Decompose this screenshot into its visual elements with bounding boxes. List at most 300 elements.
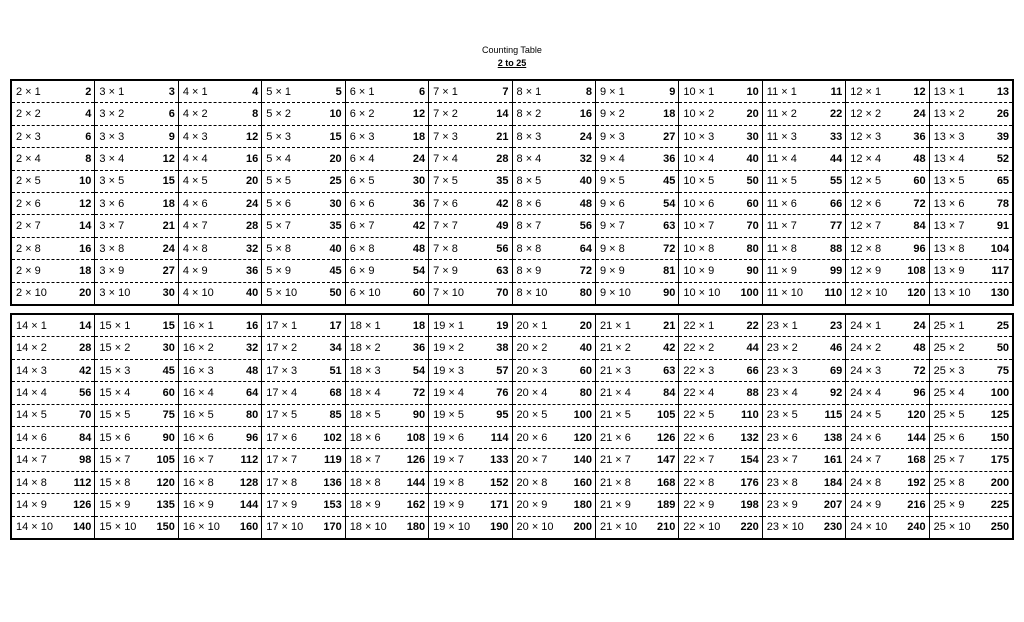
- cell-result: 12: [79, 197, 92, 210]
- cell-expression: 2 × 1: [16, 85, 41, 98]
- cell-expression: 25 × 5: [933, 409, 965, 422]
- cell-result: 200: [990, 476, 1010, 489]
- cell-expression: 17 × 5: [266, 409, 298, 422]
- table-cell: [596, 471, 678, 493]
- cell-result: 22: [746, 319, 759, 332]
- cell-result: 95: [496, 409, 509, 422]
- cell-result: 154: [740, 454, 759, 467]
- cell-expression: 2 × 10: [16, 287, 47, 300]
- cell-result: 136: [323, 476, 342, 489]
- table-cell: [12, 192, 94, 214]
- table-cell: [596, 170, 678, 192]
- table-cell: [346, 259, 428, 281]
- cell-expression: 3 × 10: [99, 287, 131, 300]
- table-cell: [930, 102, 1012, 124]
- cell-result: 22: [829, 108, 843, 121]
- cell-expression: 14 × 1: [16, 319, 47, 332]
- table-column-4: [178, 81, 261, 304]
- table-cell: [596, 381, 678, 403]
- cell-expression: 6 × 6: [349, 197, 375, 210]
- cell-result: 5: [335, 85, 342, 98]
- cell-result: 19: [496, 319, 509, 332]
- table-cell: [95, 102, 177, 124]
- cell-expression: 24 × 5: [850, 409, 882, 422]
- cell-expression: 23 × 5: [766, 409, 798, 422]
- cell-result: 24: [579, 130, 592, 143]
- cell-expression: 19 × 4: [433, 386, 464, 399]
- cell-expression: 20 × 2: [516, 342, 548, 355]
- table-cell: [596, 315, 678, 336]
- table-cell: [95, 125, 177, 147]
- cell-result: 25: [329, 175, 342, 188]
- cell-expression: 14 × 9: [16, 498, 47, 511]
- table-column-5: [261, 81, 344, 304]
- table-cell: [12, 315, 94, 336]
- table-cell: [95, 282, 177, 304]
- table-cell: [846, 102, 928, 124]
- cell-expression: 10 × 10: [683, 287, 721, 300]
- table-cell: [513, 448, 595, 470]
- table-cell: [679, 102, 761, 124]
- cell-expression: 6 × 7: [349, 220, 375, 233]
- cell-expression: 21 × 1: [599, 319, 631, 332]
- cell-result: 114: [490, 431, 509, 444]
- cell-expression: 5 × 9: [266, 264, 292, 277]
- cell-expression: 11 × 10: [766, 287, 803, 300]
- cell-expression: 4 × 10: [182, 287, 214, 300]
- table-cell: [930, 214, 1012, 236]
- cell-expression: 21 × 10: [599, 521, 637, 534]
- table-cell: [346, 336, 428, 358]
- cell-expression: 8 × 7: [516, 220, 542, 233]
- table-cell: [596, 81, 678, 102]
- cell-result: 46: [829, 342, 843, 355]
- cell-expression: 9 × 7: [599, 220, 625, 233]
- table-cell: [95, 259, 177, 281]
- cell-result: 119: [323, 454, 342, 467]
- table-cell: [930, 471, 1012, 493]
- table-cell: [763, 426, 845, 448]
- table-cell: [346, 426, 428, 448]
- cell-expression: 12 × 1: [850, 85, 882, 98]
- table-cell: [846, 315, 928, 336]
- cell-expression: 14 × 10: [16, 521, 54, 534]
- cell-result: 45: [329, 264, 342, 277]
- cell-result: 21: [496, 130, 509, 143]
- cell-result: 16: [246, 152, 259, 165]
- cell-result: 60: [913, 175, 926, 188]
- cell-expression: 12 × 5: [850, 175, 882, 188]
- table-cell: [179, 282, 261, 304]
- table-cell: [596, 516, 678, 538]
- cell-expression: 22 × 6: [683, 431, 715, 444]
- cell-expression: 21 × 5: [599, 409, 631, 422]
- cell-expression: 3 × 9: [99, 264, 125, 277]
- cell-result: 80: [579, 386, 592, 399]
- cell-expression: 24 × 4: [850, 386, 882, 399]
- table-cell: [930, 237, 1012, 259]
- cell-expression: 5 × 10: [266, 287, 298, 300]
- cell-expression: 17 × 8: [266, 476, 298, 489]
- cell-result: 84: [663, 386, 676, 399]
- cell-expression: 24 × 9: [850, 498, 882, 511]
- table-cell: [763, 214, 845, 236]
- cell-expression: 18 × 2: [349, 342, 381, 355]
- cell-expression: 16 × 9: [182, 498, 214, 511]
- cell-result: 96: [913, 386, 926, 399]
- cell-expression: 4 × 4: [182, 152, 208, 165]
- cell-expression: 13 × 9: [933, 264, 965, 277]
- cell-result: 90: [412, 409, 426, 422]
- table-cell: [513, 359, 595, 381]
- cell-expression: 18 × 9: [349, 498, 381, 511]
- table-column-25: [929, 315, 1012, 538]
- cell-result: 161: [823, 454, 843, 467]
- table-cell: [95, 404, 177, 426]
- table-cell: [846, 170, 928, 192]
- table-cell: [179, 315, 261, 336]
- cell-result: 50: [996, 342, 1010, 355]
- cell-result: 60: [412, 287, 426, 300]
- cell-expression: 16 × 8: [182, 476, 214, 489]
- cell-result: 15: [162, 319, 175, 332]
- cell-result: 6: [85, 130, 92, 143]
- cell-expression: 9 × 4: [599, 152, 625, 165]
- table-cell: [930, 282, 1012, 304]
- cell-result: 200: [573, 521, 592, 534]
- cell-expression: 22 × 9: [683, 498, 715, 511]
- cell-expression: 2 × 9: [16, 264, 41, 277]
- cell-result: 60: [579, 364, 592, 377]
- cell-result: 85: [329, 409, 342, 422]
- cell-result: 66: [746, 364, 759, 377]
- cell-expression: 2 × 4: [16, 152, 41, 165]
- table-cell: [930, 426, 1012, 448]
- cell-expression: 20 × 4: [516, 386, 548, 399]
- table-cell: [262, 147, 344, 169]
- cell-result: 51: [329, 364, 342, 377]
- cell-result: 30: [329, 197, 342, 210]
- cell-expression: 22 × 5: [683, 409, 715, 422]
- cell-expression: 10 × 5: [683, 175, 715, 188]
- cell-result: 56: [79, 386, 92, 399]
- cell-result: 14: [79, 220, 92, 233]
- cell-expression: 7 × 2: [433, 108, 458, 121]
- cell-expression: 4 × 1: [182, 85, 208, 98]
- table-cell: [596, 102, 678, 124]
- cell-result: 180: [406, 521, 426, 534]
- table-cell: [12, 516, 94, 538]
- table-cell: [679, 448, 761, 470]
- table-cell: [513, 170, 595, 192]
- cell-result: 48: [246, 364, 259, 377]
- cell-expression: 2 × 5: [16, 175, 41, 188]
- cell-expression: 25 × 1: [933, 319, 965, 332]
- cell-result: 135: [156, 498, 175, 511]
- cell-result: 24: [913, 108, 926, 121]
- table-cell: [763, 282, 845, 304]
- cell-result: 120: [907, 409, 926, 422]
- cell-expression: 5 × 7: [266, 220, 292, 233]
- table-cell: [346, 404, 428, 426]
- cell-expression: 9 × 8: [599, 242, 625, 255]
- cell-expression: 6 × 8: [349, 242, 375, 255]
- table-cell: [262, 125, 344, 147]
- cell-result: 18: [663, 108, 676, 121]
- table-cell: [930, 404, 1012, 426]
- table-cell: [763, 315, 845, 336]
- table-column-23: [762, 315, 845, 538]
- cell-expression: 22 × 3: [683, 364, 715, 377]
- cell-result: 28: [246, 220, 259, 233]
- cell-result: 100: [740, 287, 759, 300]
- cell-expression: 16 × 10: [182, 521, 220, 534]
- table-cell: [679, 516, 761, 538]
- cell-expression: 9 × 9: [599, 264, 625, 277]
- table-cell: [12, 471, 94, 493]
- cell-result: 12: [246, 130, 259, 143]
- cell-expression: 16 × 3: [182, 364, 214, 377]
- cell-result: 40: [579, 175, 592, 188]
- cell-result: 171: [490, 498, 509, 511]
- cell-result: 120: [573, 431, 592, 444]
- cell-expression: 9 × 6: [599, 197, 625, 210]
- cell-expression: 3 × 3: [99, 130, 125, 143]
- cell-expression: 17 × 4: [266, 386, 298, 399]
- cell-result: 192: [907, 476, 926, 489]
- cell-result: 24: [162, 242, 175, 255]
- table-column-7: [428, 81, 511, 304]
- cell-expression: 24 × 10: [850, 521, 888, 534]
- cell-expression: 22 × 8: [683, 476, 715, 489]
- cell-expression: 19 × 1: [433, 319, 464, 332]
- cell-expression: 2 × 7: [16, 220, 41, 233]
- table-cell: [513, 471, 595, 493]
- cell-result: 84: [913, 220, 926, 233]
- cell-result: 21: [162, 220, 175, 233]
- table-cell: [679, 426, 761, 448]
- table-cell: [763, 359, 845, 381]
- table-column-9: [595, 81, 678, 304]
- table-cell: [763, 471, 845, 493]
- cell-result: 90: [162, 431, 175, 444]
- cell-result: 32: [579, 152, 592, 165]
- cell-expression: 25 × 6: [933, 431, 965, 444]
- table-cell: [679, 493, 761, 515]
- cell-expression: 4 × 6: [182, 197, 208, 210]
- table-cell: [846, 471, 928, 493]
- table-cell: [679, 192, 761, 214]
- cell-result: 36: [412, 197, 426, 210]
- cell-expression: 8 × 4: [516, 152, 542, 165]
- cell-result: 40: [246, 287, 259, 300]
- cell-result: 21: [663, 319, 676, 332]
- table-cell: [679, 214, 761, 236]
- cell-result: 48: [579, 197, 592, 210]
- cell-result: 12: [162, 152, 175, 165]
- cell-expression: 20 × 5: [516, 409, 548, 422]
- cell-expression: 4 × 5: [182, 175, 208, 188]
- table-column-22: [678, 315, 761, 538]
- table-cell: [596, 336, 678, 358]
- cell-expression: 16 × 4: [182, 386, 214, 399]
- table-cell: [179, 381, 261, 403]
- table-cell: [262, 516, 344, 538]
- cell-expression: 12 × 7: [850, 220, 882, 233]
- table-cell: [95, 516, 177, 538]
- table-cell: [346, 147, 428, 169]
- cell-expression: 12 × 6: [850, 197, 882, 210]
- cell-result: 63: [496, 264, 509, 277]
- cell-expression: 3 × 5: [99, 175, 125, 188]
- cell-result: 210: [657, 521, 676, 534]
- table-cell: [12, 170, 94, 192]
- table-cell: [179, 237, 261, 259]
- table-column-10: [678, 81, 761, 304]
- table-cell: [513, 102, 595, 124]
- cell-result: 4: [252, 85, 259, 98]
- table-cell: [596, 282, 678, 304]
- cell-expression: 2 × 3: [16, 130, 41, 143]
- cell-result: 26: [996, 108, 1010, 121]
- table-cell: [179, 102, 261, 124]
- table-cell: [346, 214, 428, 236]
- cell-result: 88: [746, 386, 759, 399]
- cell-expression: 19 × 7: [433, 454, 464, 467]
- table-cell: [12, 125, 94, 147]
- cell-result: 15: [162, 175, 175, 188]
- cell-expression: 6 × 4: [349, 152, 375, 165]
- cell-expression: 25 × 7: [933, 454, 965, 467]
- cell-expression: 25 × 4: [933, 386, 965, 399]
- cell-result: 126: [73, 498, 92, 511]
- cell-result: 120: [907, 287, 926, 300]
- cell-result: 23: [829, 319, 843, 332]
- cell-expression: 14 × 3: [16, 364, 47, 377]
- cell-result: 168: [657, 476, 676, 489]
- table-cell: [763, 259, 845, 281]
- table-cell: [679, 381, 761, 403]
- cell-expression: 7 × 9: [433, 264, 458, 277]
- table-cell: [429, 147, 511, 169]
- cell-result: 184: [823, 476, 843, 489]
- table-cell: [930, 125, 1012, 147]
- cell-expression: 5 × 6: [266, 197, 292, 210]
- table-cell: [846, 404, 928, 426]
- cell-result: 16: [246, 319, 259, 332]
- cell-result: 8: [85, 152, 92, 165]
- cell-expression: 7 × 6: [433, 197, 458, 210]
- cell-expression: 9 × 10: [599, 287, 631, 300]
- cell-expression: 8 × 9: [516, 264, 542, 277]
- cell-expression: 8 × 3: [516, 130, 542, 143]
- table-cell: [930, 170, 1012, 192]
- table-cell: [763, 192, 845, 214]
- table-cell: [429, 404, 511, 426]
- table-cell: [679, 81, 761, 102]
- cell-result: 112: [73, 476, 92, 489]
- table-cell: [95, 214, 177, 236]
- cell-expression: 5 × 3: [266, 130, 292, 143]
- table-cell: [513, 336, 595, 358]
- cell-result: 20: [746, 108, 759, 121]
- cell-result: 168: [907, 454, 926, 467]
- table-cell: [679, 259, 761, 281]
- table-cell: [930, 81, 1012, 102]
- cell-result: 42: [79, 364, 92, 377]
- table-cell: [596, 192, 678, 214]
- cell-expression: 7 × 7: [433, 220, 458, 233]
- cell-expression: 11 × 3: [766, 130, 797, 143]
- cell-expression: 10 × 3: [683, 130, 715, 143]
- cell-expression: 21 × 7: [599, 454, 631, 467]
- cell-expression: 25 × 3: [933, 364, 965, 377]
- cell-result: 84: [79, 431, 92, 444]
- cell-expression: 9 × 1: [599, 85, 625, 98]
- table-cell: [846, 282, 928, 304]
- cell-result: 147: [657, 454, 676, 467]
- table-cell: [679, 282, 761, 304]
- cell-result: 20: [246, 175, 259, 188]
- cell-result: 90: [746, 264, 759, 277]
- cell-expression: 15 × 3: [99, 364, 131, 377]
- cell-result: 100: [990, 386, 1010, 399]
- cell-result: 24: [246, 197, 259, 210]
- table-cell: [262, 102, 344, 124]
- cell-expression: 10 × 2: [683, 108, 715, 121]
- cell-result: 24: [412, 152, 426, 165]
- table-column-13: [929, 81, 1012, 304]
- table-cell: [262, 381, 344, 403]
- cell-result: 117: [991, 264, 1010, 277]
- cell-expression: 10 × 7: [683, 220, 715, 233]
- table-cell: [846, 192, 928, 214]
- cell-result: 9: [168, 130, 175, 143]
- table-cell: [12, 214, 94, 236]
- table-cell: [95, 315, 177, 336]
- cell-expression: 11 × 1: [766, 85, 797, 98]
- table-cell: [179, 404, 261, 426]
- table-cell: [346, 516, 428, 538]
- cell-expression: 3 × 4: [99, 152, 125, 165]
- cell-result: 189: [657, 498, 676, 511]
- cell-result: 54: [663, 197, 676, 210]
- cell-result: 76: [496, 386, 509, 399]
- table-cell: [262, 493, 344, 515]
- cell-result: 75: [162, 409, 175, 422]
- cell-expression: 17 × 1: [266, 319, 298, 332]
- cell-expression: 14 × 7: [16, 454, 47, 467]
- cell-expression: 2 × 8: [16, 242, 41, 255]
- cell-expression: 24 × 6: [850, 431, 882, 444]
- table-cell: [846, 426, 928, 448]
- table-cell: [846, 259, 928, 281]
- table-cell: [763, 493, 845, 515]
- table-cell: [12, 102, 94, 124]
- cell-expression: 5 × 8: [266, 242, 292, 255]
- cell-expression: 3 × 8: [99, 242, 125, 255]
- table-cell: [179, 359, 261, 381]
- cell-result: 75: [996, 364, 1010, 377]
- cell-expression: 8 × 10: [516, 287, 548, 300]
- cell-expression: 23 × 1: [766, 319, 798, 332]
- cell-result: 80: [246, 409, 259, 422]
- cell-result: 150: [990, 431, 1010, 444]
- table-cell: [930, 381, 1012, 403]
- cell-result: 110: [741, 409, 759, 422]
- cell-expression: 17 × 9: [266, 498, 298, 511]
- cell-result: 45: [663, 175, 676, 188]
